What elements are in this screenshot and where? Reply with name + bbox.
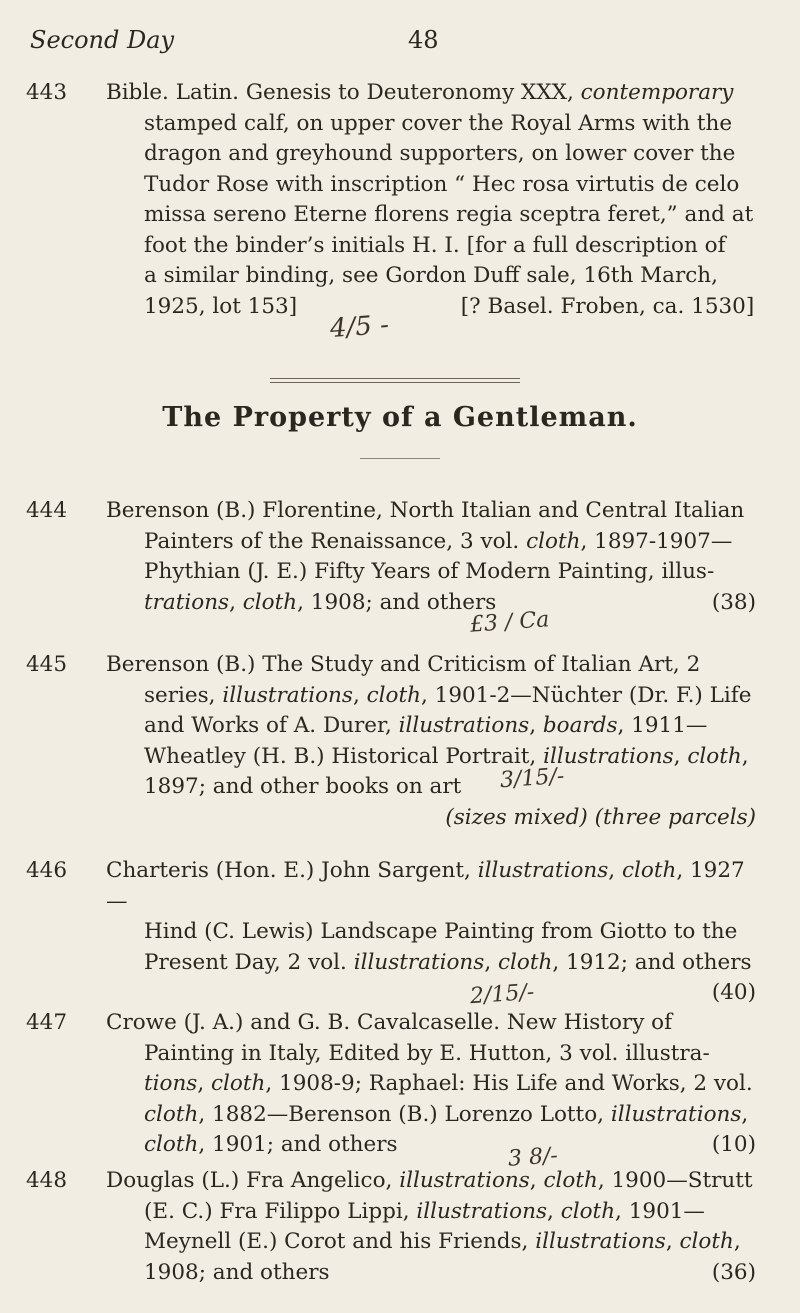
- lot-line-text: cloth, 1901; and others: [144, 1132, 398, 1157]
- lot-line: Phythian (J. E.) Fifty Years of Modern Painting, illus-: [144, 559, 715, 584]
- handwritten-price: 4/5 -: [329, 309, 390, 345]
- lot-line: [106, 1130, 766, 1161]
- handwritten-price: 3 8/-: [507, 1143, 559, 1172]
- lot-description: [106, 650, 766, 833]
- lot-number: 445: [26, 652, 68, 677]
- lot-line: series, illustrations, cloth, 1901-2—Nüchter (Dr. F.) Life: [144, 682, 752, 708]
- lot-line: Charteris (Hon. E.) John Sargent, illustrations, cloth, 1927—: [106, 858, 745, 914]
- page-number: 48: [408, 26, 439, 54]
- lot-line: 1897; and other books on art: [144, 774, 462, 799]
- title-underline: [360, 458, 440, 459]
- lot-line: foot the binder’s initials H. I. [for a full description of: [144, 232, 726, 258]
- lot-count: (40): [711, 980, 756, 1005]
- lot-line: tions, cloth, 1908-9; Raphael: His Life and Works, 2 vol.: [144, 1071, 753, 1096]
- lot-line: Meynell (E.) Corot and his Friends, illustrations, cloth,: [144, 1229, 741, 1254]
- lot-number: 443: [26, 80, 68, 105]
- lot-count: (36): [711, 1259, 756, 1285]
- lot-description: [106, 1008, 766, 1161]
- lot-line: Bible. Latin. Genesis to Deuteronomy XXX, contemporary: [106, 80, 734, 105]
- lot-447: [26, 1008, 766, 1161]
- lot-number: 447: [26, 1010, 68, 1035]
- lot-count: (sizes mixed) (three parcels): [445, 804, 756, 830]
- lot-line: Douglas (L.) Fra Angelico, illustrations, cloth, 1900—Strutt: [106, 1168, 753, 1193]
- lot-line: Berenson (B.) Florentine, North Italian and Central Italian: [106, 498, 745, 523]
- lot-line: Hind (C. Lewis) Landscape Painting from Giotto to the: [144, 919, 738, 944]
- lot-line-text: 1908; and others: [144, 1259, 330, 1285]
- lot-description: [106, 78, 766, 322]
- handwritten-price: 2/15/-: [469, 979, 536, 1010]
- lot-444: [26, 496, 766, 618]
- lot-number: 448: [26, 1168, 68, 1193]
- lot-line: Berenson (B.) The Study and Criticism of Italian Art, 2: [106, 652, 701, 677]
- day-heading: Second Day: [30, 26, 175, 54]
- lot-description: [106, 856, 766, 1009]
- page-header: [30, 26, 770, 66]
- lot-line-text: trations, cloth, 1908; and others: [144, 589, 497, 615]
- lot-line: a similar binding, see Gordon Duff sale, 16th March,: [144, 263, 718, 288]
- lot-448: [26, 1166, 766, 1288]
- lot-line: cloth, 1882—Berenson (B.) Lorenzo Lotto, illustrations,: [144, 1101, 749, 1127]
- lot-line: and Works of A. Durer, illustrations, boards, 1911—: [144, 713, 708, 738]
- lot-description: [106, 496, 766, 618]
- lot-line: Painters of the Renaissance, 3 vol. cloth, 1897-1907—: [144, 528, 733, 554]
- lot-line: (E. C.) Fra Filippo Lippi, illustrations, cloth, 1901—: [144, 1198, 705, 1224]
- lot-number: 444: [26, 498, 68, 523]
- lot-line: stamped calf, on upper cover the Royal Arms with the: [144, 110, 733, 136]
- lot-line: missa sereno Eterne florens regia sceptra feret,” and at: [144, 202, 754, 227]
- lot-number: 446: [26, 858, 68, 883]
- lot-line: [106, 292, 766, 323]
- lot-line: dragon and greyhound supporters, on lower cover the: [144, 141, 736, 166]
- lot-reference: 1925, lot 153]: [144, 293, 298, 319]
- lot-445: [26, 650, 766, 833]
- lot-446: [26, 856, 766, 1009]
- lot-line: Present Day, 2 vol. illustrations, cloth, 1912; and others: [144, 949, 752, 975]
- handwritten-price: £3 / Ca: [469, 607, 551, 638]
- lot-count: (10): [711, 1132, 756, 1157]
- lot-443: [26, 78, 766, 322]
- lot-description: [106, 1166, 766, 1288]
- lot-imprint: [? Basel. Froben, ca. 1530]: [460, 293, 755, 319]
- lot-line: Wheatley (H. B.) Historical Portrait, illustrations, cloth,: [144, 743, 749, 769]
- lot-count: (38): [711, 589, 756, 615]
- lot-line: [106, 588, 766, 619]
- divider-rule: [270, 378, 520, 383]
- lot-line: Crowe (J. A.) and G. B. Cavalcaselle. New History of: [106, 1010, 673, 1035]
- section-title: The Property of a Gentleman.: [162, 402, 638, 433]
- lot-line: Tudor Rose with inscription “ Hec rosa virtutis de celo: [144, 171, 740, 197]
- lot-line: [106, 1258, 766, 1289]
- handwritten-price: 3/15/-: [499, 763, 566, 794]
- lot-line: Painting in Italy, Edited by E. Hutton, 3 vol. illustra-: [144, 1040, 710, 1066]
